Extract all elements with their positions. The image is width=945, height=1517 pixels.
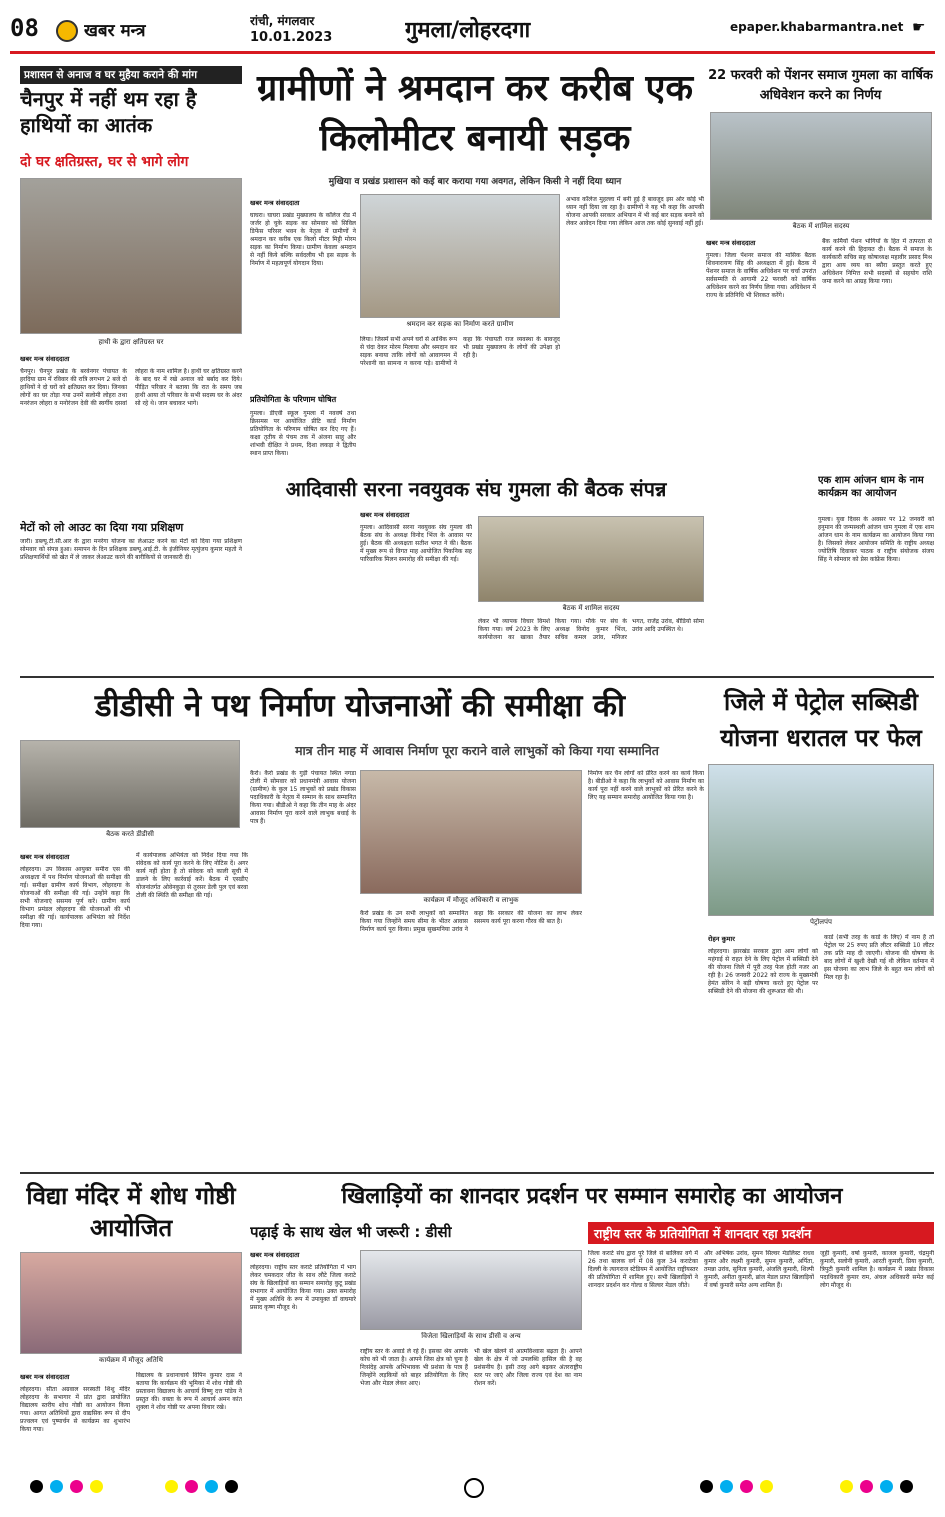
left-photo-caption: हाथी के द्वारा क्षतिग्रस्त घर [98, 338, 164, 346]
ddc-byline: खबर मन्त्र संवाददाता [20, 853, 70, 861]
left-kicker: प्रशासन से अनाज व घर मुहैया कराने की मांग [20, 66, 242, 84]
dateline-place: रांची, मंगलवार [250, 14, 315, 28]
lead-subhead: मुखिया व प्रखंड प्रशासन को कई बार कराया गया अवगत, लेकिन किसी ने नहीं दिया ध्यान [328, 177, 622, 187]
khel-body-5: और अभिषेक उरांव, सुमन सिल्वर मेडलिस्ट राधव कुमार और लक्ष्मी कुमारी, सुमन कुमारी, अर्पिता, तमन्ना उरांव, सुनिता कुमारी, अंजलि कुमारी, शिल्पी कुमारी, अनीता कुमारी, ब्रांज मेडल प्राप्त खिलाड़ियों में वर्षा कुमारी समेत अन्य शामिल हैं। [704, 1250, 814, 1289]
right-top-byline: खबर मन्त्र संवाददाता [706, 239, 756, 247]
sarna-photo [478, 516, 704, 602]
lead-headline: ग्रामीणों ने श्रमदान कर करीब एक किलोमीटर बनायी सड़क [256, 68, 694, 159]
lead-photo-caption: श्रमदान कर सड़क का निर्माण करते ग्रामीण [406, 320, 514, 328]
left-byline: खबर मन्त्र संवाददाता [20, 355, 70, 363]
brand-name: खबर मन्त्र [84, 21, 146, 41]
reg-dot-icon [50, 1480, 63, 1493]
petrol-body: लोहरदगा। झारखंड सरकार द्वारा आम लोगों को महंगाई से राहत देने के लिए पेट्रोल में सब्सिडी देने की योजना जिले में पूरी तरह फेल होती नजर आ रही है। 26 जनवरी 2022 को राज्य के मुख्यमंत्री हेमंत सोरेन ने बड़ी घोषणा करते हुए पेट्रोल पर सब्सिडी देने की योजना की शुरूआत की थी। [708, 948, 818, 995]
reg-dot-icon [185, 1480, 198, 1493]
awas-body-3: निर्माण कर चैन लोगों को प्रेरित करने का कार्य किया है। बीडीओ ने कहा कि लाभुकों को आवास निर्माण का कार्य पूरा नहीं करने वाले लाभुकों को प्रेरित करने के लिए यह सम्मान समारोह आयोजित किया गया है। [588, 770, 704, 801]
lead-body-2: लिया। जिसमें सभी अपने घरों से आर्थिक रूप से चंदा देकर मोरम मिलाया और श्रमदान कर सड़क बनाया ताकि लोगों को आवागमन में परेशानी का सामना न करना पड़े। ग्रामीणों ने कहा कि पंचायती राज व्यवस्था के बावजूद भी प्रखंड मुख्यालय के लोगों की उपेक्षा हो रही है। [360, 336, 560, 367]
awas-body: कैरो। कैरो प्रखंड के गुड़ी पंचायत स्थित नगडा टोली में सोमवार को प्रधानमंत्री आवास योजना (ग्रामीण) के कुल 15 लाभुकों को प्रखंड विकास पदाधिकारी के नेतृत्व में सम्मान के साथ सम्मानित किया गया। बीडीओ ने कहा कि तीन माह के अंदर आवास निर्माण पूरा करने वाले लाभुक बधाई के पात्र हैं। [250, 770, 356, 825]
reg-dot-icon [860, 1480, 873, 1493]
reg-dot-icon [165, 1480, 178, 1493]
vidya-body-2: विद्यालय के प्रधानाचार्य विपिन कुमार दास ने बताया कि कार्यक्रम की भूमिका में शोध गोष्ठी की प्रस्तावना विद्यालय के आचार्य विष्णु दत्त पांडेय ने प्रस्तुत की। वक्ता के रूप में आचार्य अमन कांत शुक्ला ने शोध गोष्ठी पर अपना विचार रखे। [136, 1372, 242, 1411]
lead-body-1: घाघरा। घाघरा प्रखंड मुख्यालय के कॉलेज रोड में जर्जर हो चुके सड़क का सोमवार को सिविल डिफेंस परिसर भवन के नेतृत्व में ग्रामीणों ने श्रमदान कर करीब एक किलो मीटर मिट्टी मोरम सड़क का निर्माण किया। ग्रामीण केवला श्रमदान से नहीं किये बल्कि सर्वदलीय भी इस सड़क के निर्माण में महत्वपूर्ण योगदान दिया। [250, 212, 356, 267]
reg-dot-icon [205, 1480, 218, 1493]
divider-2 [20, 1172, 934, 1174]
lead-byline: खबर मन्त्र संवाददाता [250, 199, 300, 207]
reg-dot-icon [90, 1480, 103, 1493]
reg-dot-icon [760, 1480, 773, 1493]
brand-logo-icon [56, 20, 78, 42]
petrol-body-2: कार्ड (सभी तरह के कार्ड के लिए) में नाम है तो पेट्रोल पर 25 रुपए प्रति लीटर सब्सिडी 10 लीटर तक प्रति माह दी जाएगी। योजना की घोषणा के बाद लोगों में खुशी देखी गई थी लेकिन वर्तमान में इस योजना का लाभ जिले के बहुत कम लोगों को मिल रहा है। [824, 934, 934, 981]
sarna-byline: खबर मन्त्र संवाददाता [360, 511, 410, 519]
awas-photo-caption: कार्यक्रम में मौजूद अधिकारी व लाभुक [423, 896, 519, 904]
khel-photo-caption: विजेता खिलाड़ियों के साथ डीसी व अन्य [421, 1332, 521, 1340]
crosshair-icon [464, 1478, 484, 1498]
khel-byline: खबर मन्त्र संवाददाता [250, 1251, 300, 1259]
ddc-body: लोहरदगा। उप विकास आयुक्त समीरा एस की अध्यक्षता में पथ निर्माण योजनाओं की समीक्षा की गई। समीक्षा ग्रामीण कार्य विभाग, लोहरदगा के योजनाओं की समीक्षा की गई। उन्होंने कहा कि सभी योजनाएं ससमय पूर्ण करें। ग्रामीण कार्य विभाग प्रमंडल लोहरदगा की योजनाओं की भी समीक्षा की गई। कार्यपालक अभियंता को निर्देश दिया गया। [20, 866, 130, 929]
lead-photo [360, 194, 560, 318]
khel-subhead-2: राष्ट्रीय स्तर के प्रतियोगिता में शानदार रहा प्रदर्शन [588, 1222, 934, 1244]
right-top-body-2: बैंक कर्मियों पेंशन भोगियों के हित में तत्परता से कार्य करने की हिदायत दी। बैठक में समाज के कार्यकारी सचिव सह कोषाध्यक्ष महावीर प्रसाद मिश्र द्वारा आय व्यय का ब्यौरा प्रस्तुत करते हुए अधिवेशन निमित्त सभी सदस्यों से सहयोग राशि जमा करने का आग्रह किया गया। [822, 238, 932, 285]
ddc-body-2: में कार्यपालक अभियंता को निर्देश दिया गया कि संवेदक को कार्य पूरा करने के लिए नोटिस दें। अगर कार्य नहीं होता है तो संवेदक को काली सूची में डालने के लिए कार्रवाई करें। बैठक में एसडीए योजनांतर्गत ओवेनकुड़ा से तुरसर डेली पुल एवं बरवा टोली की स्थिति की समीक्षा की गई। [136, 852, 248, 899]
reg-dot-icon [225, 1480, 238, 1493]
right-top-photo [710, 112, 932, 220]
reg-dot-icon [720, 1480, 733, 1493]
sarna-body-2: लेकर भी व्यापक विचार विमर्श किया गया। वर्ष 2023 के लिए कार्ययोजना का खाका तैयार किया गया। मौके पर संघ के अध्यक्ष विनोद कुमार भिंज, सचिव कमल उरांव, मनिजर भगत, राजेंद्र उरांव, बीडियो सोमा उरांव आदि उपस्थित थे। [478, 618, 704, 641]
reg-dot-icon [740, 1480, 753, 1493]
right-top-body: गुमला। जिला पेंशनर समाज की मासिक बैठक शिवनारायण सिंह की अध्यक्षता में हुई। बैठक में पेंशनर समाज के वार्षिक अधिवेशन पर चर्चा उपरांत सर्वसम्मति से आगामी 22 फरवरी को वार्षिक अधिवेशन करने का निर्णय लिया गया। अधिवेशन में राज्य के प्रतिनिधि भी शिरकत करेंगे। [706, 252, 816, 299]
registration-marks [0, 1476, 945, 1517]
lead-subtitle: प्रतियोगिता के परिणाम घोषित [250, 395, 337, 404]
lead-sub-body: गुमला। डीएवी स्कूल गुमला में नववर्ष तथा क्रिसमस पर आयोजित प्रीटि कार्ड निर्माण प्रतियोगिता के परिणाम घोषित कर दिए गए हैं। कक्षा तृतीय से पंचम तक में अंजना साहू और शांभवी दीक्षित ने प्रथम, दिशा लकड़ा ने द्वितीय स्थान प्राप्त किया। [250, 410, 356, 457]
khel-headline: खिलाड़ियों का शानदार प्रदर्शन पर सम्मान समारोह का आयोजन [341, 1184, 843, 1209]
ddc-photo-caption: बैठक करते डीडीसी [106, 830, 154, 838]
dateline-date: 10.01.2023 [250, 30, 333, 45]
vidya-photo-caption: कार्यक्रम में मौजूद अतिथि [98, 1356, 164, 1364]
left-body-text: चैनपुर। चैनपुर प्रखंड के बरवेनगर पंचायत के हरदिया ग्राम में रविवार की रात्रि लगभग 2 बजे दो हाथियों ने दो घरों को क्षतिग्रस्त कर दिया। जिनका लोगों का घर तोड़ा गया उनमें सलोमी लोहरा तथा मनरंजन लोहरा व मनोरंजन देवी की स्वर्गीय दसवां लोहरा के नाम शामिल है। हाथी घर क्षतिग्रस्त करने के बाद घर में रखे अनाज को बर्बाद कर दिये। पीड़ित परिवार ने बताया कि रात के समय जब हाथी आया तो परिवार के सभी सदस्य घर के अंदर सो रहे थे। जान बचाकर भागे। [20, 368, 242, 407]
left-subhead: दो घर क्षतिग्रस्त, घर से भागे लोग [20, 154, 189, 170]
vidya-photo [20, 1252, 242, 1354]
khel-body: लोहरदगा। राष्ट्रीय स्तर कराटे प्रतियोगिता में भाग लेकर चमकदार जीत के साथ लौटे जिला कराटे संघ के खिलाड़ियों का सम्मान समारोह कुटू प्रखंड सभागार में आयोजित किया गया। उक्त समारोह में मुख्य अतिथि के रूप में उपायुक्त डॉ वाघमारे प्रसाद कृष्ण मौजूद थे। [250, 1264, 356, 1311]
left-sub2-title: मेटों को लाे आउट का दिया गया प्रशिक्षण [20, 521, 184, 534]
vidya-byline: खबर मन्त्र संवाददाता [20, 1373, 70, 1381]
awas-photo [360, 770, 582, 894]
reg-dot-icon [880, 1480, 893, 1493]
khel-body-2: राष्ट्रीय स्तर के अवार्ड ले रहे हैं। इसका श्रेय आपके कोच को भी जाता है। आपने जिस क्षेत्र को चुना है निःसंदेह आपके अभिभावक भी प्रशंसा के पात्र हैं जिन्होंने लड़कियों को बाहर प्रतियोगिता के लिए भेजा और मेडल लेकर आए। [360, 1348, 468, 1387]
petrol-headline: जिले में पेट्रोल सब्सिडी योजना धरातल पर फेल [720, 688, 922, 752]
khel-subhead: पढ़ाई के साथ खेल भी जरूरी : डीसी [250, 1223, 452, 1241]
reg-dot-icon [30, 1480, 43, 1493]
khel-body-4: जिला कराटे संघ द्वारा पूरे जिले से बालिका वर्ग में 26 तथा बालक वर्ग में 08 कुल 34 कराटेका दिल्ली के त्यागराज स्टेडियम में आयोजित राष्ट्रीयस्तर की प्रतियोगिता में शामिल हुए। सभी खिलाड़ियों ने शानदार प्रदर्शन कर गोल्ड व सिल्वर मेडल जीते। [588, 1250, 698, 1289]
ddc-headline: डीडीसी ने पथ निर्माण योजनाओं की समीक्षा की [95, 688, 625, 724]
ram-dham-body: गुमला। युवा दिवस के अवसर पर 12 जनवरी को हनुमान की जन्मस्थली आंजन धाम गुमला में एक शाम आंजन धाम के नाम कार्यक्रम का आयोजन किया गया है। जिसको लेकर आयोजन समिति के राष्ट्रीय अध्यक्ष ज्योतिषि दिवाकर पाठक व राष्ट्रीय संयोजक संजय सिंह ने सोमवार को प्रेस कांफ्रेंस किया। [818, 516, 934, 563]
ddc-photo [20, 740, 240, 828]
right-top-headline: 22 फरवरी को पेंशनर समाज गुमला का वार्षिक अधिवेशन करने का निर्णय [708, 68, 933, 103]
left-headline: चैनपुर में नहीं थम रहा है हाथियों का आतंक [20, 87, 197, 137]
petrol-byline: रोहन कुमार [708, 935, 735, 943]
sarna-headline: आदिवासी सरना नवयुवक संघ गुमला की बैठक संपन्न [285, 477, 667, 501]
divider-1 [20, 676, 934, 678]
khel-body-3: भी खेल खेलने से आत्मविश्वास बढ़ता है। आपने खेल के क्षेत्र में जो उपलब्धि हासिल की है वह प्रशंसनीय है। इसी तरह आगे बढ़कर अंतरराष्ट्रीय स्तर पर जाएं और जिला राज्य एवं देश का नाम रोशन करें। [474, 1348, 582, 1387]
khel-photo [360, 1250, 582, 1330]
left-sub2-body: जारी। डब्ल्यू.टी.सी.आर के द्वारा मनरेगा योजना का लेआउट करने का मेटों को दिया गया प्रशिक्षण सोमवार को संपन्न हुआ। समापन के दिन प्रशिक्षक डब्ल्यू.आई.टी. के इंजीनियर मृत्युंजय कुमार महतो ने प्रशिक्षणार्थियों को खेत में ले जाकर लेआउट करने की बारीकियों से जानकारी दी। [20, 538, 242, 561]
reg-dot-icon [70, 1480, 83, 1493]
petrol-photo-caption: पेट्रोलपंप [809, 918, 832, 926]
right-top-photo-caption: बैठक में शामिल सदस्य [792, 222, 850, 230]
section-title: गुमला/लोहरदगा [405, 18, 531, 43]
vidya-body: लोहरदगा। सीता अग्रवाल सरस्वती शिशु मंदिर लोहरदगा के सभागार में प्रांत द्वारा प्रायोजित विद्यालय स्तरीय शोध गोष्ठी का आयोजन किया गया। आगत अतिथियों द्वारा वाद्यसिक रूप से दीप प्रज्वलन एवं पुष्पार्चन से कार्यक्रम का शुभारंभ किया गया। [20, 1386, 130, 1433]
awas-body-2: कैरो प्रखंड के उन सभी लाभुकों को सम्मानित किया गया जिन्होंने समय सीमा के भीतर आवास निर्माण कार्य पूरा किया। प्रमुख सुखमनिया उरांव ने कहा कि सरकार की योजना का लाभ लेकर ससमय कार्य पूरा करना गौरव की बात है। [360, 910, 582, 933]
khel-body-6: जूही कुमारी, वर्षा कुमारी, काजल कुमारी, चंद्रमुनी कुमारी, सलोनी कुमारी, आरती कुमारी, प्रिया कुमारी, त्रिपुटी कुमारी शामिल है। कार्यक्रम में प्रखंड विकास पदाधिकारी कुमार राम, अंचल अधिकारी समेत कई लोग मौजूद थे। [820, 1250, 934, 1289]
sarna-photo-caption: बैठक में शामिल सदस्य [562, 604, 620, 612]
page-number: 08 [10, 14, 39, 42]
reg-dot-icon [900, 1480, 913, 1493]
pointer-icon: ☛ [912, 18, 926, 36]
petrol-photo [708, 764, 934, 916]
reg-dot-icon [840, 1480, 853, 1493]
awas-subhead: मात्र तीन माह में आवास निर्माण पूरा कराने वाले लाभुकों को किया गया सम्मानित [295, 743, 659, 758]
epaper-url[interactable]: epaper.khabarmantra.net [730, 20, 904, 34]
vidya-headline: विद्या मंदिर में शोध गोष्ठी आयोजित [26, 1182, 236, 1242]
ram-dham-headline: एक शाम आंजन धाम के नाम कार्यक्रम का आयोजन [818, 475, 924, 499]
masthead [10, 8, 935, 54]
left-photo [20, 178, 242, 334]
lead-body-3: अभाव कॉलेज मुहल्ला में बनी हुई है बावजूद इस ओर कोई भी ध्यान नहीं दिया जा रहा है। ग्रामीणों ने यह भी कहा कि आपकी योजना आपकी सरकार अभियान में भी कई बार सड़क बनाने को लेकर आवेदन दिया गया लेकिन आज तक कोई सुनवाई नहीं हुई। [566, 196, 704, 227]
sarna-body: गुमला। आदिवासी सरना नवयुवक संघ गुमला की बैठक संघ के अध्यक्ष विनोद भिंज के आवास पर हुई। बैठक की अध्यक्षता सतीश भगत ने की। बैठक में मुख्य रूप से विगत माह आयोजित पिकनिक सह पारिवारिक मिलन समारोह की समीक्षा की गई। [360, 524, 472, 563]
reg-dot-icon [700, 1480, 713, 1493]
